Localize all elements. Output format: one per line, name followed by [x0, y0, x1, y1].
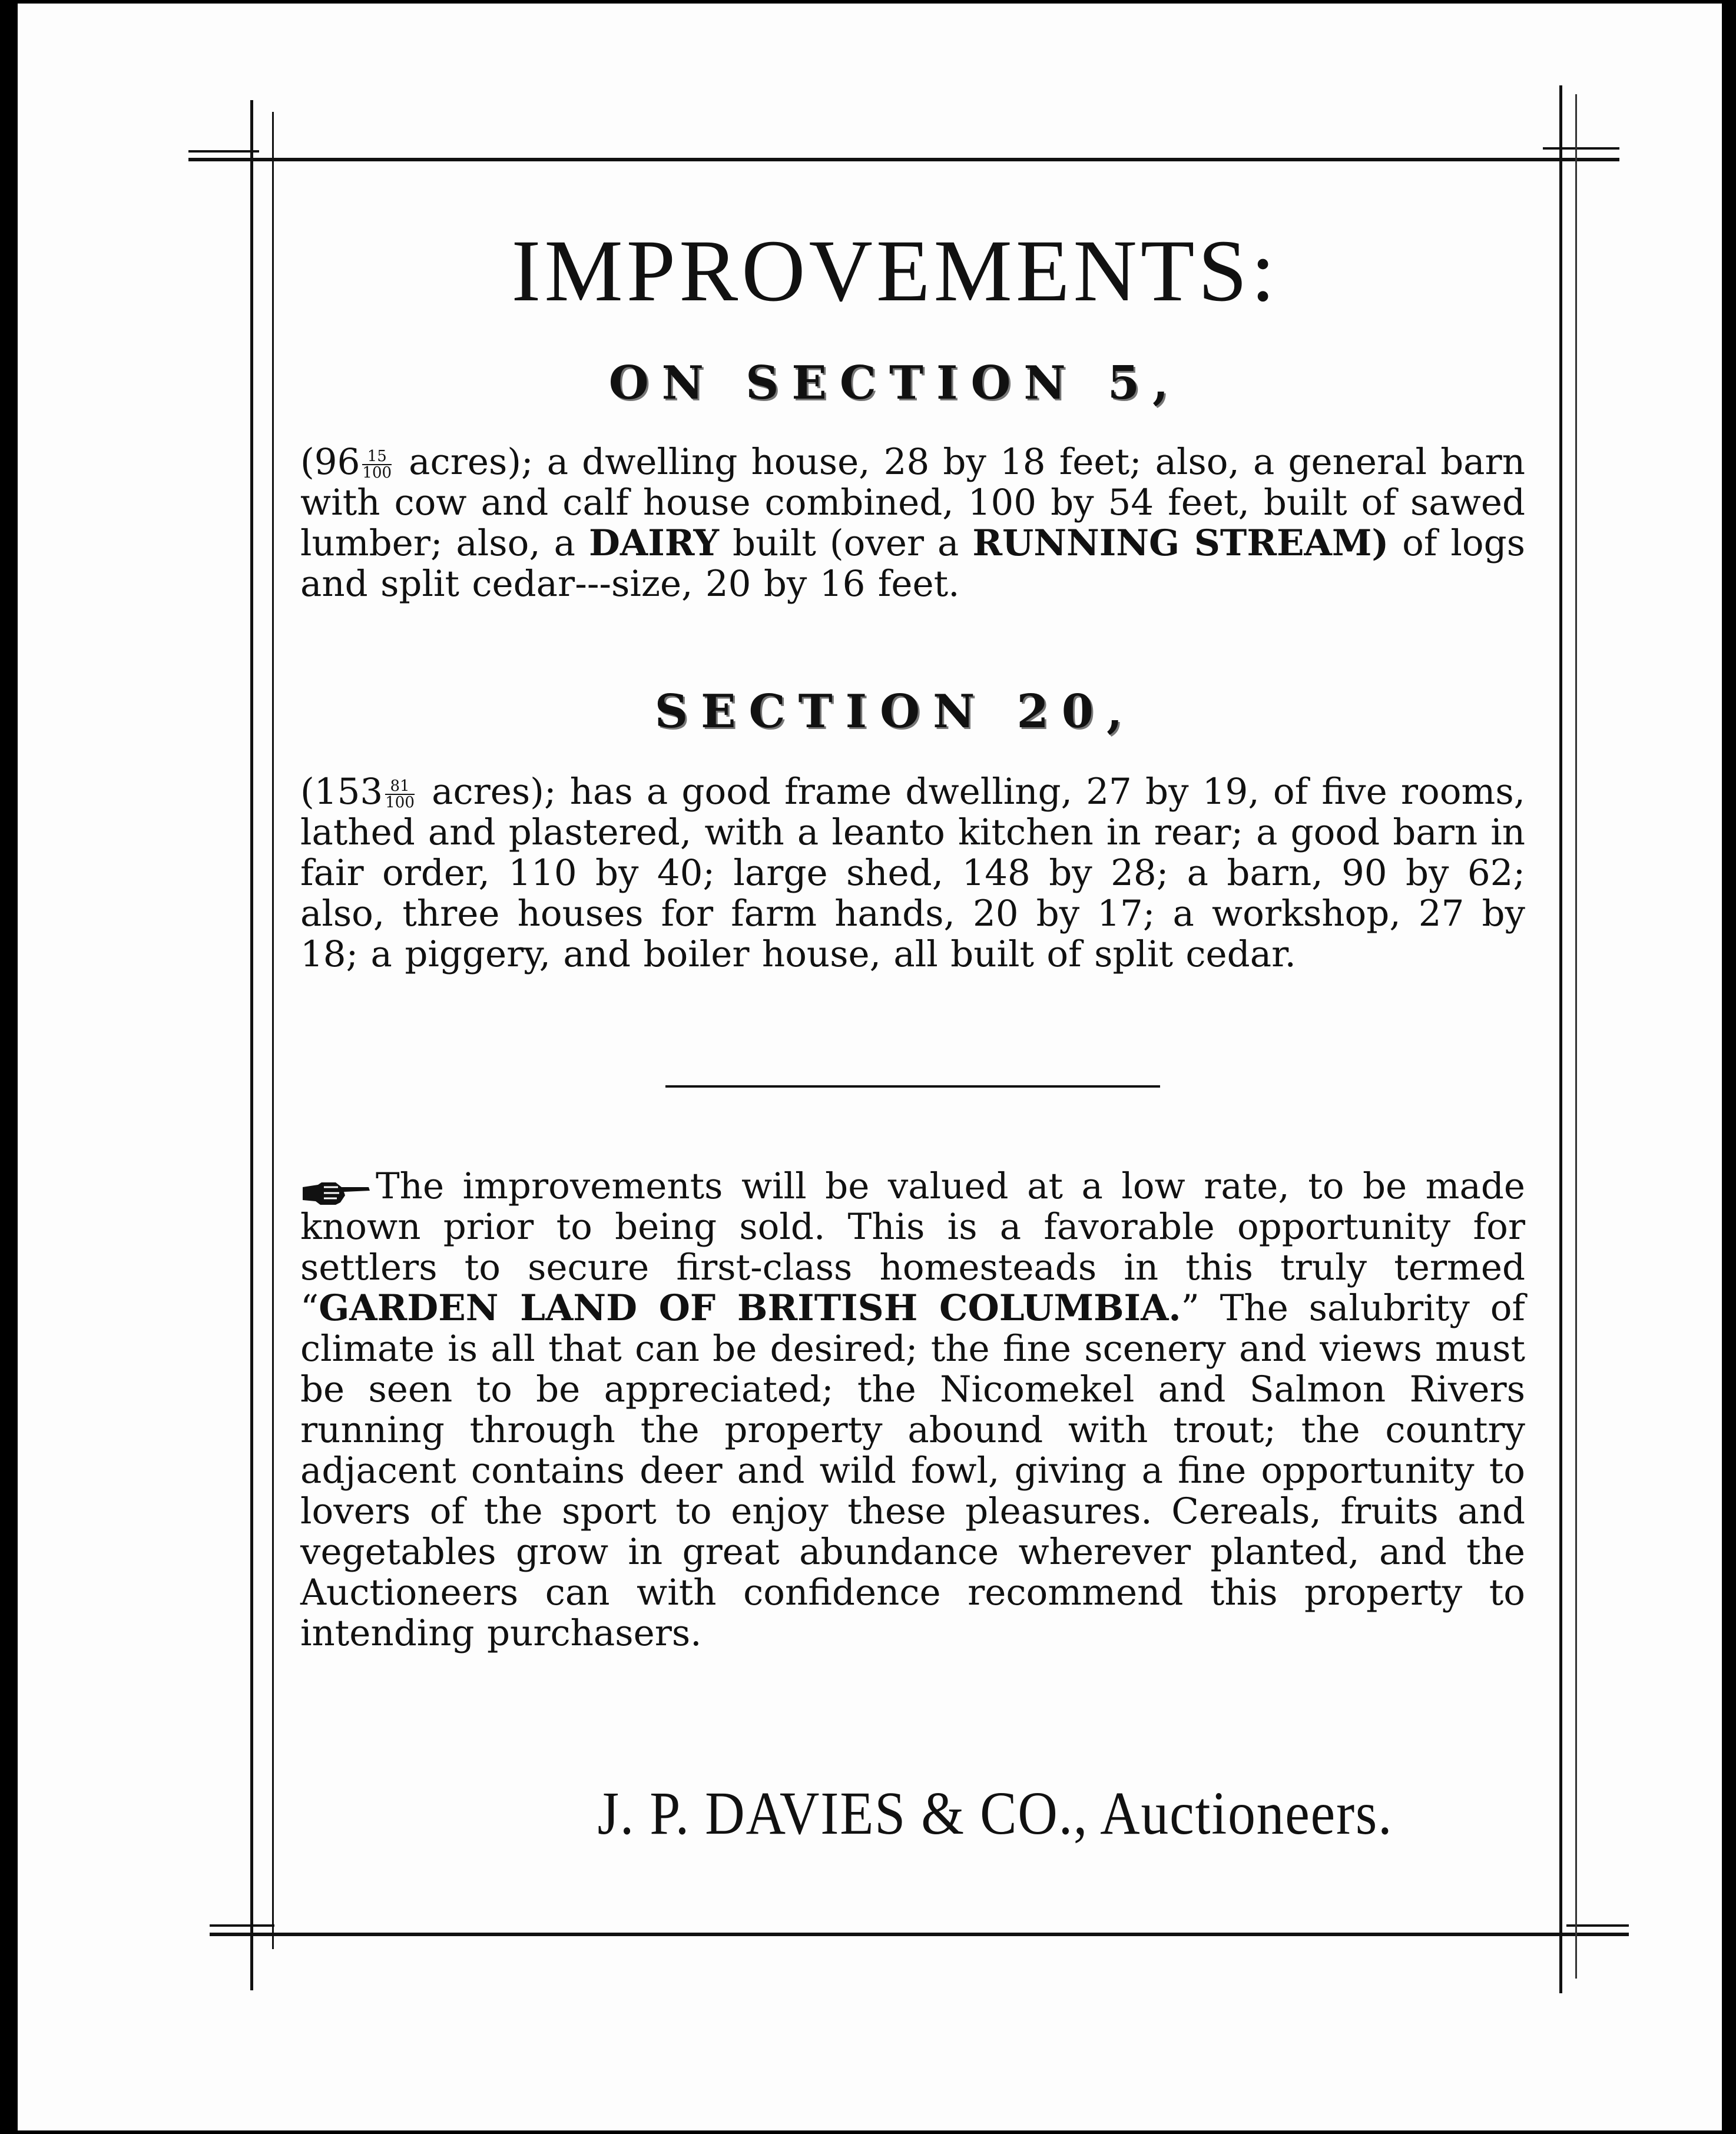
bottom-rule: [210, 1933, 1629, 1936]
section-5-fraction-denominator: 100: [362, 463, 392, 482]
notice-paragraph: [300, 1166, 1525, 1653]
section-20-fraction: [385, 778, 415, 810]
section-20-text: acres); has a good frame dwelling, 27 by 19, of five rooms, lathed and plastered, with a leanto kitchen in rear; a good barn in fair order, 110 by 40; large shed, 148 by 28; a barn, 90 by 62; also, three houses for farm hands, 20 by 17; a workshop, 27 by 18; a piggery, and boiler house, all built of split cedar.: [300, 771, 1526, 975]
pointing-hand-icon: [300, 1175, 371, 1203]
right-inner-rule: [1575, 94, 1577, 1979]
notice-garden-land: GARDEN LAND OF BRITISH COLUMBIA.: [319, 1287, 1181, 1329]
section-20-open: (153: [300, 771, 383, 813]
auctioneer-signature: J. P. DAVIES & CO., Auctioneers.: [597, 1780, 1393, 1847]
section-5-text-part2: built (over a: [733, 522, 959, 564]
notice-text-part2: ” The salubrity of climate is all that can be desired; the fine scenery and views must be seen to be appreciated; the Nicomekel and Salmon Rivers running through the property abound with trout; the country adjacent contains deer and wild fowl, giving a fine opportunity to lovers of the sport to enjoy these pleasures. Cereals, fruits and vegetables grow in great abundance wherever planted, and the Auctioneers can with confidence recommend this property to intending purchasers.: [300, 1287, 1526, 1654]
right-border-rule: [1559, 85, 1562, 1993]
section-divider: [665, 1085, 1160, 1088]
section-5-heading: ON SECTION 5,: [608, 356, 1182, 410]
section-20-description: [300, 771, 1525, 975]
section-20-fraction-numerator: 81: [385, 778, 415, 795]
top-rule: [188, 158, 1619, 161]
section-5-text-part3: of logs and split cedar---size, 20 by 16 feet.: [300, 522, 1525, 605]
section-5-fraction: [362, 449, 392, 481]
section-5-fraction-numerator: 15: [362, 449, 392, 465]
section-5-open: (96: [300, 441, 360, 483]
top-rule-left-tick: [188, 150, 259, 153]
top-rule-right-tick: [1543, 147, 1619, 150]
section-5-running-stream: RUNNING STREAM): [972, 522, 1389, 564]
page-title: IMPROVEMENTS:: [511, 222, 1279, 320]
section-5-description: [300, 442, 1525, 604]
bottom-rule-left-tick: [210, 1924, 274, 1927]
notice-text-part1: The improvements will be valued at a low rate, to be made known prior to being sold. This is a favorable opportunity for settlers to secure first-class homesteads in this truly termed “: [300, 1165, 1525, 1329]
section-20-heading: SECTION 20,: [654, 685, 1136, 738]
section-5-text-part1: acres); a dwelling house, 28 by 18 feet; also, a general barn with cow and calf house combined, 100 by 54 feet, built of sawed lumber; also, a: [300, 441, 1525, 564]
section-20-fraction-denominator: 100: [385, 793, 415, 811]
section-5-dairy: DAIRY: [588, 522, 720, 564]
